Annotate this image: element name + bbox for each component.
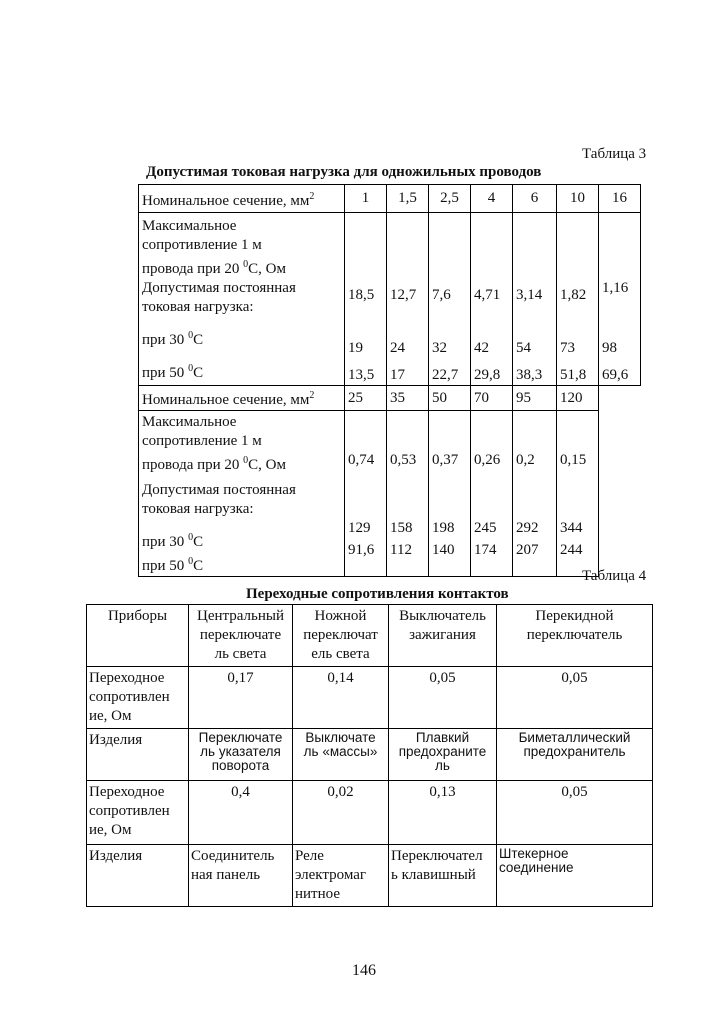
value-cell: 0,17 bbox=[189, 667, 293, 729]
table3-block1-header-row bbox=[139, 185, 641, 213]
cell: Ножной переключат ель света bbox=[293, 605, 389, 667]
cell: Соединитель ная панель bbox=[189, 845, 293, 907]
value-column: 0,53 158 112 bbox=[387, 411, 429, 577]
cell: Центральный переключате ль света bbox=[189, 605, 293, 667]
value-column: 1,82 73 51,8 bbox=[557, 213, 599, 386]
section-cell: 1,5 bbox=[387, 185, 429, 213]
cell: Переключател ь клавишный bbox=[389, 845, 497, 907]
section-cell: 6 bbox=[513, 185, 557, 213]
row-label: Изделия bbox=[87, 729, 189, 781]
value-cell: 0,02 bbox=[293, 781, 389, 845]
value-cell: 0,14 bbox=[293, 667, 389, 729]
table4-title: Переходные сопротивления контактов bbox=[246, 586, 509, 602]
table4-caption: Таблица 4 bbox=[582, 568, 647, 584]
cell: Выключате ль «массы» bbox=[293, 729, 389, 781]
value-column: 0,26 245 174 bbox=[471, 411, 513, 577]
section-cell: 10 bbox=[557, 185, 599, 213]
row-labels: Максимальное сопротивление 1 м провода при 20 $^0$С, Ом Допустимая постоянная токовая нагрузка: при 30 $^0$С при 50 $^0$С bbox=[139, 213, 345, 386]
value-column: 0,2 292 207 bbox=[513, 411, 557, 577]
section-cell: 50 bbox=[429, 386, 471, 411]
table3-block1-body-row bbox=[139, 213, 641, 386]
table3-block2-body-row bbox=[139, 411, 641, 577]
table3 bbox=[138, 184, 641, 577]
table4 bbox=[86, 604, 653, 907]
section-cell: 1 bbox=[345, 185, 387, 213]
value-column: 0,15 344 244 bbox=[557, 411, 599, 577]
empty-cell bbox=[599, 386, 641, 411]
empty-cell bbox=[599, 411, 641, 577]
row-label: Изделия bbox=[87, 845, 189, 907]
table4-row-resistance-1 bbox=[87, 667, 653, 729]
row-label: Переходное сопротивлен ие, Ом bbox=[87, 781, 189, 845]
value-cell: 0,05 bbox=[497, 781, 653, 845]
cell: Выключатель зажигания bbox=[389, 605, 497, 667]
table4-row-resistance-2 bbox=[87, 781, 653, 845]
value-column: 4,71 42 29,8 bbox=[471, 213, 513, 386]
value-cell: 0,05 bbox=[389, 667, 497, 729]
section-cell: 2,5 bbox=[429, 185, 471, 213]
value-cell: 0,13 bbox=[389, 781, 497, 845]
value-column: 18,5 19 13,5 bbox=[345, 213, 387, 386]
table3-title: Допустимая токовая нагрузка для одножильных проводов bbox=[146, 164, 542, 180]
value-column: 0,74 129 91,6 bbox=[345, 411, 387, 577]
cell: Биметаллический предохранитель bbox=[497, 729, 653, 781]
table3-block2-header-row bbox=[139, 386, 641, 411]
value-column: 12,7 24 17 bbox=[387, 213, 429, 386]
section-cell: 16 bbox=[599, 185, 641, 213]
section-cell: 120 bbox=[557, 386, 599, 411]
table3-caption: Таблица 3 bbox=[582, 146, 647, 162]
row-labels: Максимальное сопротивление 1 м провода при 20 $^0$С, Ом Допустимая постоянная токовая нагрузка: при 30 $^0$С при 50 $^0$С bbox=[139, 411, 345, 577]
cell: Реле электромаг нитное bbox=[293, 845, 389, 907]
page-number: 146 bbox=[352, 962, 376, 979]
value-cell: 0,4 bbox=[189, 781, 293, 845]
cell: Переключате ль указателя поворота bbox=[189, 729, 293, 781]
section-cell: 95 bbox=[513, 386, 557, 411]
value-column: 1,16 98 69,6 bbox=[599, 213, 641, 386]
cell: Штекерное соединение bbox=[497, 845, 653, 907]
row-label: Переходное сопротивлен ие, Ом bbox=[87, 667, 189, 729]
section-cell: 4 bbox=[471, 185, 513, 213]
value-cell: 0,05 bbox=[497, 667, 653, 729]
table4-row-devices bbox=[87, 605, 653, 667]
value-column: 3,14 54 38,3 bbox=[513, 213, 557, 386]
section-label: Номинальное сечение, $мм^2$ bbox=[139, 386, 345, 411]
row-label: Приборы bbox=[87, 605, 189, 667]
cell: Плавкий предохраните ль bbox=[389, 729, 497, 781]
section-cell: 25 bbox=[345, 386, 387, 411]
section-cell: 35 bbox=[387, 386, 429, 411]
value-column: 0,37 198 140 bbox=[429, 411, 471, 577]
section-cell: 70 bbox=[471, 386, 513, 411]
table4-row-products-1 bbox=[87, 729, 653, 781]
cell: Перекидной переключатель bbox=[497, 605, 653, 667]
section-label: Номинальное сечение, $мм^2$ bbox=[139, 185, 345, 213]
table4-row-products-2 bbox=[87, 845, 653, 907]
value-column: 7,6 32 22,7 bbox=[429, 213, 471, 386]
